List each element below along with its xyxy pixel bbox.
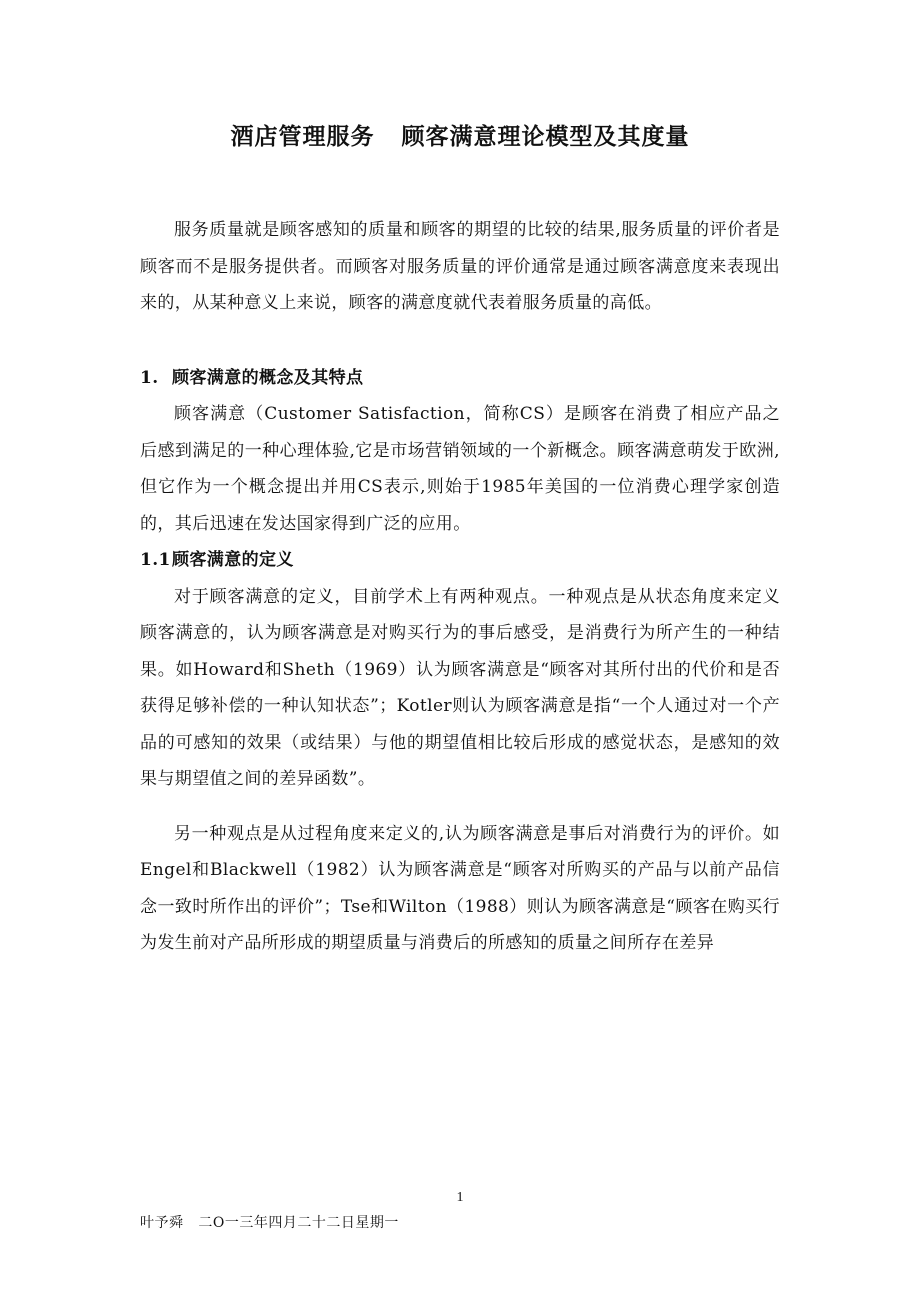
- document-body: [140, 212, 780, 962]
- section-1-paragraph: 顾客满意（Customer Satisfaction，简称CS）是顾客在消费了相应产品之后感到满足的一种心理体验,它是市场营销领域的一个新概念。顾客满意萌发于欧洲,但它作为一个概念提出并用CS表示,则始于1985年美国的一位消费心理学家创造的，其后迅速在发达国家得到广泛的应用。: [140, 404, 780, 534]
- intro-paragraph: 服务质量就是顾客感知的质量和顾客的期望的比较的结果,服务质量的评价者是顾客而不是服务提供者。而顾客对服务质量的评价通常是通过顾客满意度来表现出来的，从某种意义上来说，顾客的满意度就代表着服务质量的高低。: [140, 220, 780, 313]
- page-number: 1: [456, 1190, 464, 1205]
- document-title: 酒店管理服务 顾客满意理论模型及其度量: [230, 123, 690, 150]
- section-1-1-paragraph-2: 另一种观点是从过程角度来定义的,认为顾客满意是事后对消费行为的评价。如Engel和Blackwell（1982）认为顾客满意是“顾客对所购买的产品与以前产品信念一致时所作出的评价”；Tse和Wilton（1988）则认为顾客满意是“顾客在购买行为发生前对产品所形成的期望质量与消费后的所感知的质量之间所存在差异: [140, 823, 780, 953]
- section-1-1-heading: [140, 542, 780, 579]
- section-1-title: 顾客满意的概念及其特点: [172, 367, 364, 388]
- section-1-heading: [140, 360, 780, 397]
- page-footer: 叶予舜 二О一三年四月二十二日星期一: [140, 1215, 399, 1231]
- section-1-1-paragraph-1: 对于顾客满意的定义，目前学术上有两种观点。一种观点是从状态角度来定义顾客满意的，认为顾客满意是对购买行为的事后感受，是消费行为所产生的一种结果。如Howard和Sheth（1969）认为顾客满意是“顾客对其所付出的代价和是否获得足够补偿的一种认知状态”；Kotler则认为顾客满意是指“一个人通过对一个产品的可感知的效果（或结果）与他的期望值相比较后形成的感觉状态，是感知的效果与期望值之间的差异函数”。: [140, 586, 780, 789]
- section-1-1-number: 1.1: [140, 550, 171, 570]
- section-1-1-title: 顾客满意的定义: [172, 550, 294, 570]
- section-1-number: 1.: [140, 367, 159, 388]
- paragraph-gap: [140, 798, 780, 816]
